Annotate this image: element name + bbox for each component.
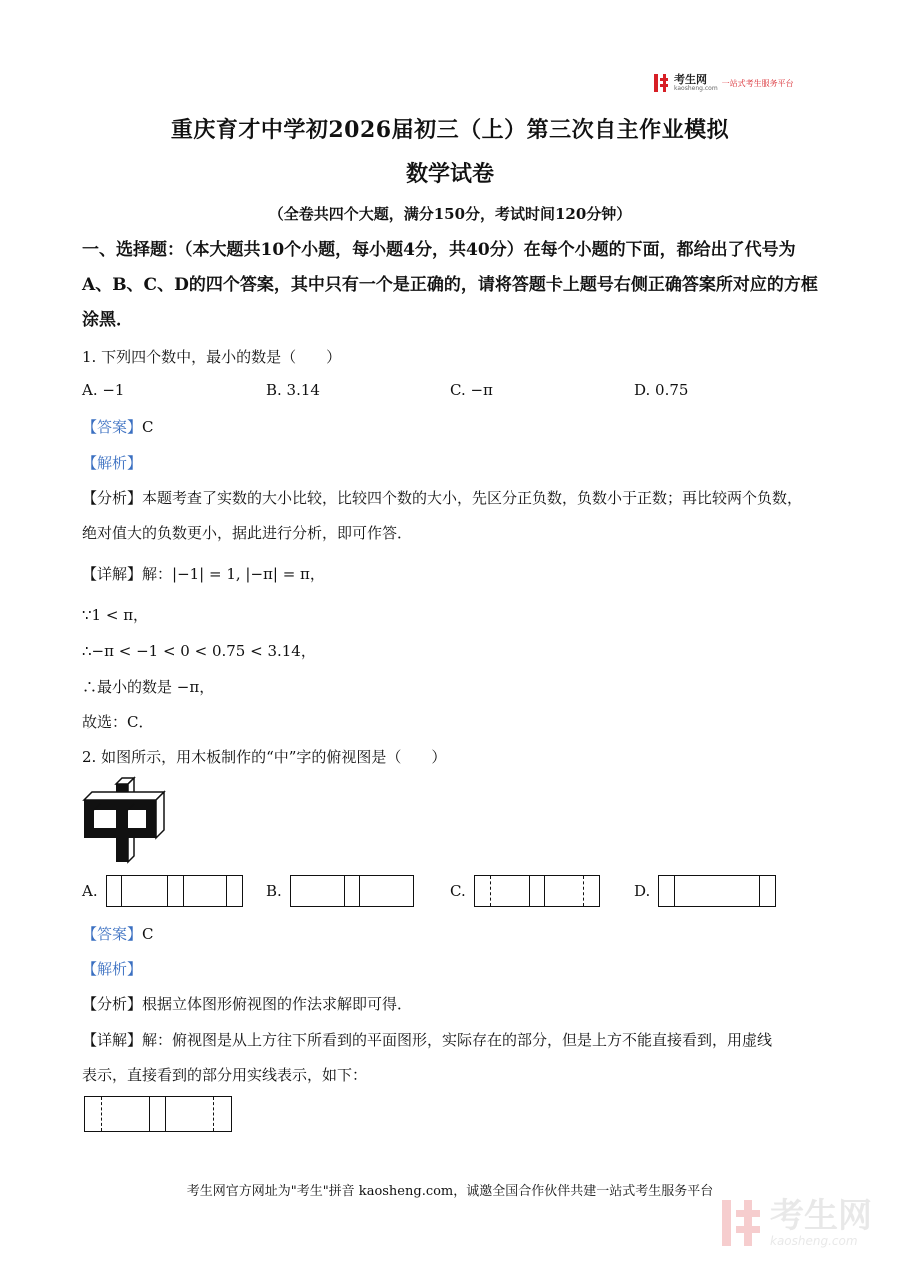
zhong-3d-figure: [82, 776, 178, 864]
answer-value: C: [142, 418, 154, 436]
q1-option-d: D. 0.75: [634, 381, 689, 399]
q2-option-c-label: C.: [450, 882, 466, 900]
answer-tag: 【答案】: [82, 925, 143, 943]
q1-detail: [82, 563, 325, 584]
q2-option-b-label: B.: [266, 882, 282, 900]
q2-solution-figure: [84, 1096, 232, 1132]
q2-stem: 2. 如图所示，用木板制作的“中”字的俯视图是（ ）: [82, 748, 447, 766]
q1-answer: [82, 416, 154, 437]
q1-option-b: B. 3.14: [266, 381, 320, 399]
q1-fenxi-line2: 绝对值大的负数更小，据此进行分析，即可作答．: [82, 524, 413, 542]
q1-detail-line2: ∵1 < π，: [82, 606, 149, 624]
kaosheng-logo-icon: [652, 74, 670, 92]
q2-option-c-figure: [474, 875, 600, 907]
q1-detail-line4: ∴最小的数是 −π，: [82, 678, 215, 696]
q2-detail: [82, 1029, 772, 1050]
fenxi-tag: 【分析】: [82, 995, 143, 1013]
exam-subtitle: 数学试卷: [405, 161, 494, 187]
q2-option-d-label: D.: [634, 882, 651, 900]
q2-analysis-tag: 【解析】: [82, 960, 143, 978]
detail-text: 解：俯视图是从上方往下所看到的平面图形，实际存在的部分，但是上方不能直接看到，用虚线: [142, 1031, 773, 1049]
q2-option-d-figure: [658, 875, 776, 907]
exam-note: （全卷共四个大题，满分150分，考试时间120分钟）: [268, 205, 632, 223]
q1-option-a: A. −1: [82, 381, 125, 399]
q2-option-a-label: A.: [82, 882, 98, 900]
q2-answer: [82, 923, 154, 944]
exam-title: 重庆育才中学初2026届初三（上）第三次自主作业模拟: [170, 117, 730, 143]
detail-tag: 【详解】: [82, 565, 143, 583]
q1-detail-line5: 故选：C．: [82, 713, 154, 731]
logo-url: kaosheng.com: [674, 85, 718, 92]
q1-fenxi: [82, 487, 802, 508]
q2-option-a-figure: [106, 875, 243, 907]
fenxi-tag: 【分析】: [82, 489, 143, 507]
watermark-text: 考生网: [770, 1196, 872, 1236]
detail-text: 解：|−1| = 1, |−π| = π，: [142, 565, 325, 583]
watermark-url: kaosheng.com: [770, 1234, 858, 1248]
q2-option-b-figure: [290, 875, 414, 907]
q1-detail-line3: ∴−π < −1 < 0 < 0.75 < 3.14，: [82, 642, 316, 660]
detail-tag: 【详解】: [82, 1031, 143, 1049]
watermark: [718, 1198, 872, 1248]
brand-logo: [652, 74, 794, 92]
answer-tag: 【答案】: [82, 418, 143, 436]
logo-name: 考生网: [674, 73, 707, 86]
fenxi-text: 根据立体图形俯视图的作法求解即可得．: [142, 995, 413, 1013]
page-footer: 考生网官方网址为"考生"拼音 kaosheng.com，诚邀全国合作伙伴共建一站式考生服务平台: [186, 1184, 714, 1199]
q2-fenxi: [82, 993, 412, 1014]
q1-stem: 1. 下列四个数中，最小的数是（ ）: [82, 348, 342, 366]
q1-analysis-tag: 【解析】: [82, 454, 143, 472]
watermark-logo-icon: [718, 1200, 764, 1246]
q2-detail-line2: 表示，直接看到的部分用实线表示，如下：: [82, 1066, 368, 1084]
fenxi-text: 本题考查了实数的大小比较，比较四个数的大小，先区分正负数，负数小于正数；再比较两个负数，: [142, 489, 803, 507]
answer-value: C: [142, 925, 154, 943]
q1-option-c: C. −π: [450, 381, 493, 399]
logo-slogan: 一站式考生服务平台: [721, 78, 794, 88]
section-heading: 一、选择题：（本大题共10个小题，每小题4分，共40分）在每个小题的下面，都给出了代号为A、B、C、D的四个答案，其中只有一个是正确的，请将答题卡上题号右侧正确答案所对应的方框涂黑．: [82, 240, 818, 330]
